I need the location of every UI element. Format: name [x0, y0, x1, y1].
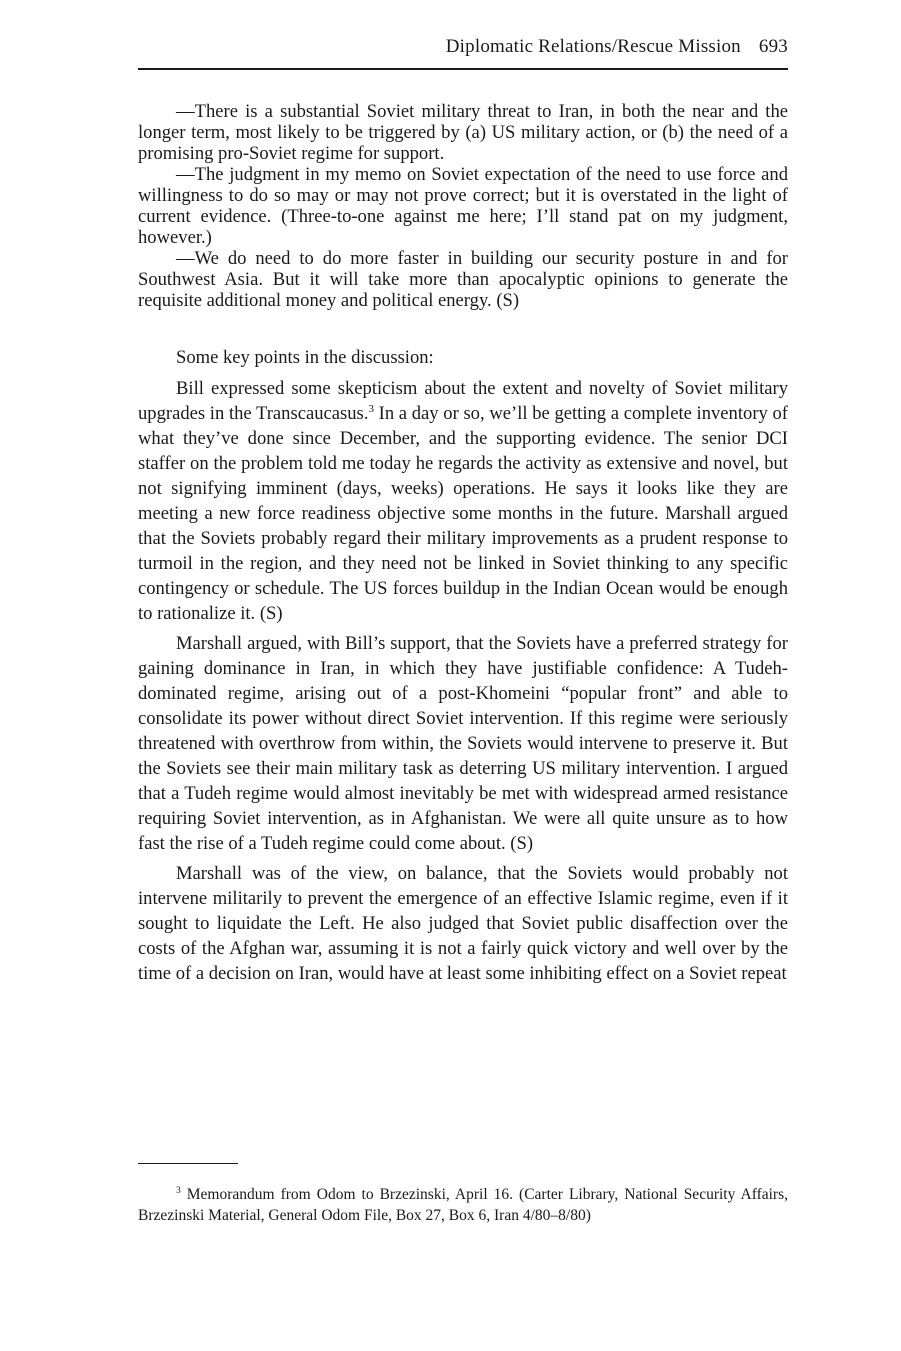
body-text: [138, 345, 788, 991]
running-header: [138, 36, 788, 58]
quote-paragraph: —We do need to do more faster in building our security posture in and for Southwest Asia. But it will take more than apocalyptic opinions to generate the requisite additional money and political energy. (S): [138, 248, 788, 311]
footnote: [138, 1184, 788, 1226]
header-rule: [138, 68, 788, 70]
running-title: Diplomatic Relations/Rescue Mission: [445, 36, 741, 57]
footnote-number: 3: [176, 1186, 181, 1196]
paragraph-marshall-view: Marshall was of the view, on balance, that the Soviets would probably not intervene militarily to prevent the emergence of an effective Islamic regime, even if it sought to liquidate the Left. He also judged that Soviet public disaffection over the costs of the Afghan war, assuming it is not a fairly quick victory and well over by the time of a decision on Iran, would have at least some inhibiting effect on a Soviet repeat: [138, 863, 788, 984]
quote-paragraph: —The judgment in my memo on Soviet expectation of the need to use force and willingness to do so may or may not prove correct; but it is overstated in the light of current evidence. (Three-to-one against me here; I’ll stand pat on my judgment, however.): [138, 164, 788, 248]
footnote-text: Memorandum from Odom to Brzezinski, April 16. (Carter Library, National Security Affairs, Brzezinski Material, General Odom File, Box 27, Box 6, Iran 4/80–8/80): [138, 1186, 788, 1224]
quote-paragraph: —There is a substantial Soviet military threat to Iran, in both the near and the longer term, most likely to be triggered by (a) US military action, or (b) the need of a promising pro-Soviet regime for support.: [138, 101, 788, 164]
page-number: 693: [758, 36, 788, 57]
footnote-reference[interactable]: 3: [368, 403, 374, 415]
footnote-rule: [138, 1163, 238, 1164]
paragraph-bill-continuation: In a day or so, we’ll be getting a complete inventory of what they’ve done since December, and the supporting evidence. The senior DCI staffer on the problem told me today he regards the activity as extensive and novel, but not signifying imminent (days, weeks) operations. He says it looks like they are meeting a new force readiness objective some months in the future. Marshall argued that the Soviets probably regard their military improvements as a prudent response to turmoil in the region, and they need not be linked in Soviet thinking to any specific contingency or schedule. The US forces buildup in the Indian Ocean would be enough to rationalize it. (S): [138, 403, 788, 624]
paragraph-marshall-strategy: Marshall argued, with Bill’s support, that the Soviets have a preferred strategy for gaining dominance in Iran, in which they have justifiable confidence: A Tudeh-dominated regime, arising out of a post-Khomeini “popular front” and able to consolidate its power without direct Soviet intervention. If this regime were seriously threatened with overthrow from within, the Soviets would intervene to preserve it. But the Soviets see their main military task as deterring US military intervention. I argued that a Tudeh regime would almost inevitably be met with widespread armed resistance requiring Soviet intervention, as in Afghanistan. We were all quite unsure as to how fast the rise of a Tudeh regime could come about. (S): [138, 633, 788, 854]
paragraph-bill-text: Bill expressed some skepticism about the extent and novelty of Soviet military upgrades in the Transcaucasus.: [138, 378, 788, 424]
quoted-memo-block: [138, 101, 788, 311]
paragraph-bill: [138, 376, 788, 626]
intro-line: Some key points in the discussion:: [176, 347, 434, 368]
